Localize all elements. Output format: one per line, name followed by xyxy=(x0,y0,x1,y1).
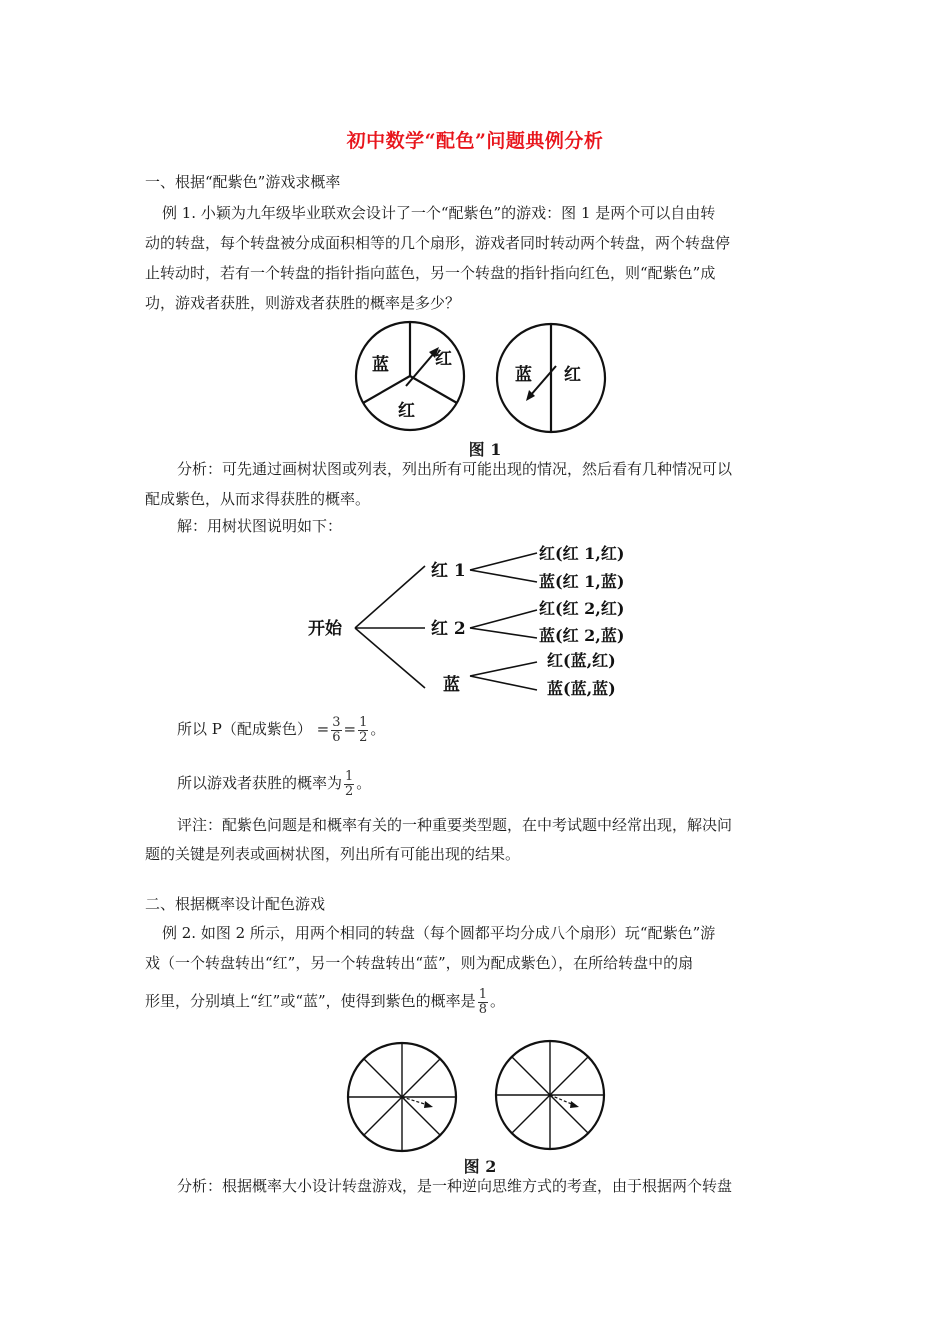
fraction xyxy=(478,988,488,1017)
probability-prefix: 所以 P（配成紫色） xyxy=(177,720,312,738)
fraction-denominator: 2 xyxy=(345,783,354,799)
fraction-numerator: 1 xyxy=(359,714,368,730)
tree-diagram xyxy=(305,540,655,705)
figure-1-caption: 图 1 xyxy=(468,440,502,459)
spinner-eight-left xyxy=(348,1043,456,1151)
fraction xyxy=(331,716,341,745)
spinner-right-label: 红 xyxy=(564,365,581,385)
analysis2-line: 分析：根据概率大小设计转盘游戏，是一种逆向思维方式的考查，由于根据两个转盘 xyxy=(177,1177,733,1195)
analysis1-line: 配成紫色，从而求得获胜的概率。 xyxy=(145,490,371,508)
period: 。 xyxy=(489,992,505,1010)
page-title: 初中数学“配色”问题典例分析 xyxy=(346,130,604,152)
example1-line: 例 1. 小颖为九年级毕业联欢会设计了一个“配紫色”的游戏：图 1 是两个可以自由转 xyxy=(162,204,716,222)
example1-line: 止转动时，若有一个转盘的指针指向蓝色，另一个转盘的指针指向红色，则“配紫色”成 xyxy=(145,264,716,282)
spinner-right xyxy=(497,324,605,432)
analysis1-line: 分析：可先通过画树状图或列表，列出所有可能出现的情况，然后看有几种情况可以 xyxy=(177,460,733,478)
tree-root: 开始 xyxy=(308,619,342,639)
comment-line: 评注：配紫色问题是和概率有关的一种重要类型题，在中考试题中经常出现，解决问 xyxy=(177,816,733,834)
equals-sign: = xyxy=(343,720,357,738)
probability-line xyxy=(177,712,847,746)
section2-heading: 二、根据概率设计配色游戏 xyxy=(145,895,326,913)
fraction-numerator: 1 xyxy=(478,986,487,1002)
comment-line: 题的关键是列表或画树状图，列出所有可能出现的结果。 xyxy=(145,845,521,863)
example1-line: 功，游戏者获胜，则游戏者获胜的概率是多少？ xyxy=(145,294,461,312)
fraction-numerator: 1 xyxy=(345,768,354,784)
tree-leaf: 蓝(蓝,蓝) xyxy=(547,679,616,698)
example1-line: 动的转盘，每个转盘被分成面积相等的几个扇形，游戏者同时转动两个转盘，两个转盘停 xyxy=(145,234,731,252)
win-prefix: 所以游戏者获胜的概率为 xyxy=(177,774,343,792)
spinner-left-label: 红 xyxy=(398,401,415,421)
spinner-left-label: 红 xyxy=(435,349,452,369)
period: 。 xyxy=(356,774,372,792)
tree-leaf: 蓝(红 1,蓝) xyxy=(539,572,625,591)
fraction xyxy=(344,770,354,799)
tree-leaf: 红(红 2,红) xyxy=(539,599,625,618)
fraction-denominator: 2 xyxy=(359,729,368,745)
example2-text: 形里，分别填上“红”或“蓝”，使得到紫色的概率是 xyxy=(145,992,476,1010)
spinner-left-label: 蓝 xyxy=(372,355,389,375)
figure-2-spinners xyxy=(340,1035,620,1160)
period: 。 xyxy=(370,720,386,738)
tree-branch: 蓝 xyxy=(443,675,460,695)
example2-line xyxy=(145,984,815,1018)
figure-2-caption: 图 2 xyxy=(463,1157,497,1176)
spinner-right-label: 蓝 xyxy=(515,365,532,385)
spinner-eight-right xyxy=(496,1041,604,1149)
tree-leaf: 蓝(红 2,蓝) xyxy=(539,626,625,645)
section1-heading: 一、根据“配紫色”游戏求概率 xyxy=(145,173,341,191)
fraction-denominator: 8 xyxy=(478,1001,487,1017)
example2-line: 例 2. 如图 2 所示，用两个相同的转盘（每个圆都平均分成八个扇形）玩“配紫色”游 xyxy=(162,924,716,942)
example2-line: 戏（一个转盘转出“红”，另一个转盘转出“蓝”，则为配成紫色），在所给转盘中的扇 xyxy=(145,954,694,972)
figure-1-spinners xyxy=(340,312,620,440)
tree-branch: 红 2 xyxy=(431,619,466,639)
fraction-denominator: 6 xyxy=(332,729,341,745)
tree-leaf: 红(蓝,红) xyxy=(547,651,616,670)
fraction-numerator: 3 xyxy=(332,714,341,730)
solution-intro: 解：用树状图说明如下： xyxy=(177,517,343,535)
tree-branch: 红 1 xyxy=(431,561,466,581)
win-probability-line xyxy=(177,766,847,800)
tree-leaf: 红(红 1,红) xyxy=(539,544,625,563)
equals-sign: = xyxy=(316,720,330,738)
fraction xyxy=(358,716,368,745)
